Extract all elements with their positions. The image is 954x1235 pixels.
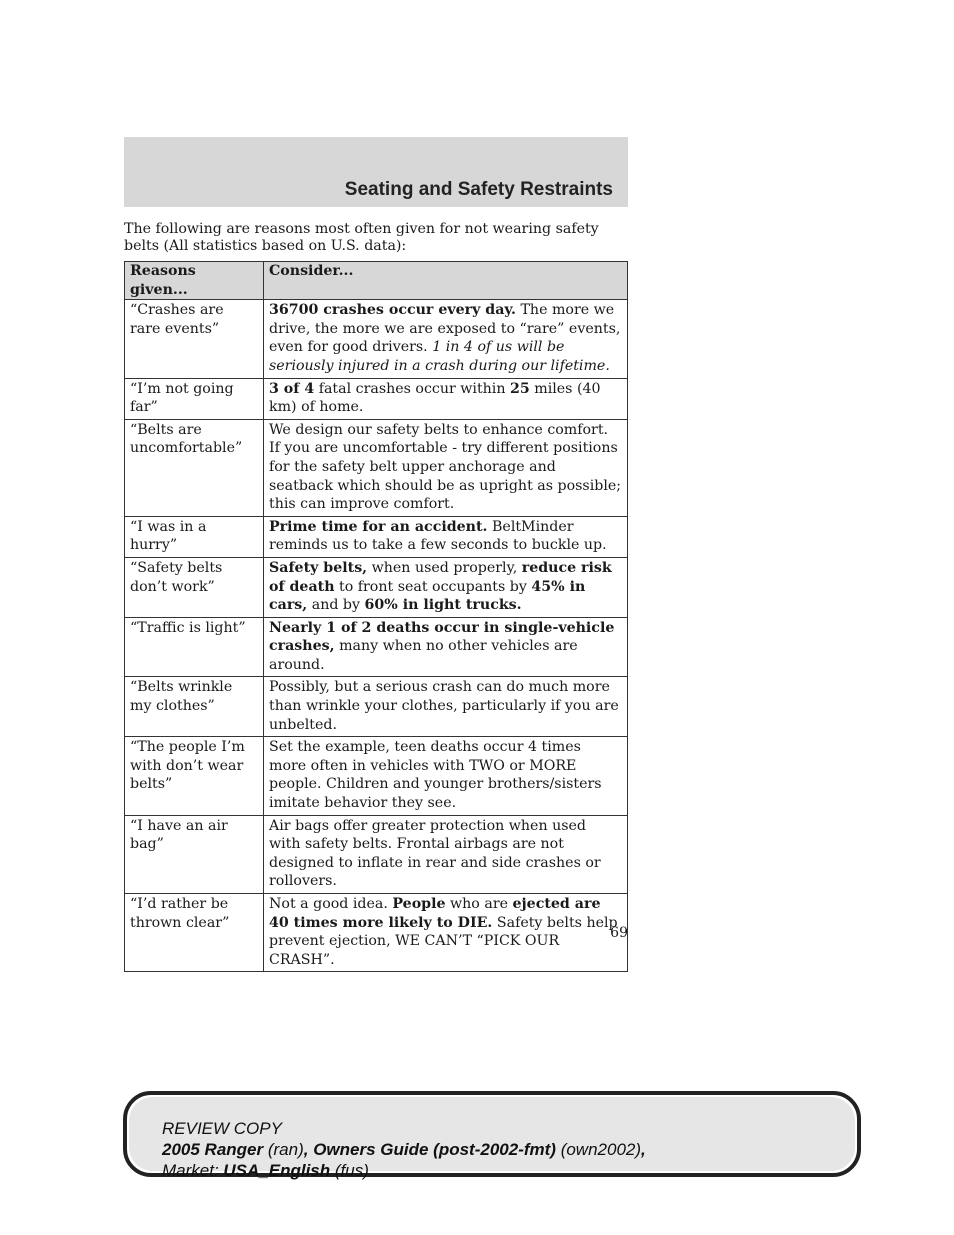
table-row [125, 378, 628, 419]
table-header-row [125, 262, 628, 300]
review-copy-label: REVIEW COPY [162, 1119, 282, 1138]
consider-text-segment: Nearly 1 of 2 deaths occur in single-vehicle crashes, [269, 619, 615, 655]
review-copy-text [162, 1118, 646, 1181]
guide-name: Owners Guide (post-2002-fmt) [313, 1140, 556, 1159]
consider-text-segment: 1 in 4 of us will be seriously injured in a crash during our lifetime. [269, 339, 610, 374]
consider-text-segment: fatal crashes occur within [314, 380, 510, 397]
consider-cell [264, 737, 628, 815]
table-row [125, 419, 628, 516]
reason-cell: “I was in a hurry” [125, 516, 264, 557]
consider-text-segment: miles (40 km) of home. [269, 380, 601, 416]
table-row [125, 677, 628, 737]
section-title: Seating and Safety Restraints [344, 179, 613, 200]
market-code: (fus) [330, 1161, 369, 1180]
consider-cell [264, 557, 628, 617]
consider-text-segment: Safety belts help prevent ejection, WE CAN’T “PICK OUR CRASH”. [269, 914, 618, 968]
consider-text-segment: The more we drive, the more we are exposed to “rare” events, even for good drivers. [269, 302, 621, 356]
consider-cell [264, 419, 628, 516]
reason-cell: “I’m not going far” [125, 378, 264, 419]
column-header-consider: Consider... [264, 262, 628, 300]
consider-text-segment: 36700 crashes occur every day. [269, 302, 516, 319]
consider-cell [264, 815, 628, 893]
consider-text-segment: when used properly, [367, 559, 522, 576]
table-row [125, 815, 628, 893]
consider-text-segment: Possibly, but a serious crash can do much more than wrinkle your clothes, particularly if you are unbelted. [269, 679, 619, 733]
table-row [125, 300, 628, 378]
consider-text-segment: BeltMinder reminds us to take a few seconds to buckle up. [269, 518, 607, 554]
table-row [125, 617, 628, 677]
consider-text-segment: Prime time for an accident. [269, 518, 488, 535]
consider-text-segment: many when no other vehicles are around. [269, 638, 578, 673]
consider-text-segment: 60% in light trucks. [364, 597, 522, 614]
consider-text-segment: Air bags offer greater protection when used with safety belts. Frontal airbags are not designed to inflate in rear and side crashes or rollovers. [269, 817, 601, 890]
table-body [125, 300, 628, 972]
reasons-table [124, 261, 628, 972]
consider-text-segment: 25 [510, 380, 530, 397]
consider-text-segment: to front seat occupants by [334, 578, 532, 595]
section-header-band [124, 137, 628, 207]
consider-text-segment: 45% in cars, [269, 578, 586, 614]
separator-2: , [641, 1140, 646, 1159]
table-row [125, 516, 628, 557]
consider-text-segment: who are [445, 896, 513, 912]
review-copy-market-line [162, 1160, 646, 1181]
table-row [125, 557, 628, 617]
reason-cell: “Belts are uncomfortable” [125, 419, 264, 516]
vehicle-model: 2005 Ranger [162, 1140, 264, 1159]
reason-cell: “Traffic is light” [125, 617, 264, 677]
reason-cell: “I have an air bag” [125, 815, 264, 893]
reason-cell: “Belts wrinkle my clothes” [125, 677, 264, 737]
guide-code: (own2002) [555, 1140, 642, 1159]
market-label: Market: [162, 1161, 224, 1180]
consider-cell [264, 677, 628, 737]
consider-cell [264, 617, 628, 677]
consider-text-segment: 3 of 4 [269, 380, 315, 397]
consider-text-segment: People [392, 896, 446, 912]
column-header-reasons: Reasons given... [125, 262, 264, 300]
consider-text-segment: ejected are 40 times more likely to DIE. [269, 896, 601, 931]
table-row [125, 894, 628, 972]
table-row [125, 737, 628, 815]
page-number: 69 [610, 925, 628, 941]
consider-text-segment: Safety belts, [269, 559, 368, 576]
consider-text-segment: and by [307, 597, 365, 614]
consider-cell [264, 300, 628, 378]
intro-paragraph: The following are reasons most often given for not wearing safety belts (All statistics based on U.S. data): [124, 221, 599, 254]
separator-1: , [303, 1140, 314, 1159]
consider-text-segment: reduce risk of death [269, 559, 612, 595]
consider-text-segment: Set the example, teen deaths occur 4 times more often in vehicles with TWO or MORE people. Children and younger brothers/sisters imitate behavior they see. [269, 739, 602, 812]
reason-cell: “Crashes are rare events” [125, 300, 264, 378]
consider-cell [264, 378, 628, 419]
vehicle-model-code: (ran) [263, 1140, 304, 1159]
consider-text-segment: Not a good idea. [269, 896, 393, 912]
consider-cell [264, 516, 628, 557]
market-value: USA_English [223, 1161, 331, 1180]
reason-cell: “I’d rather be thrown clear” [125, 894, 264, 972]
consider-text-segment: We design our safety belts to enhance comfort. If you are uncomfortable - try different positions for the safety belt upper anchorage and seatback which should be as upright as possible; this can improve comfort. [269, 421, 622, 513]
reason-cell: “Safety belts don’t work” [125, 557, 264, 617]
review-copy-guide-line [162, 1139, 646, 1160]
reason-cell: “The people I’m with don’t wear belts” [125, 737, 264, 815]
